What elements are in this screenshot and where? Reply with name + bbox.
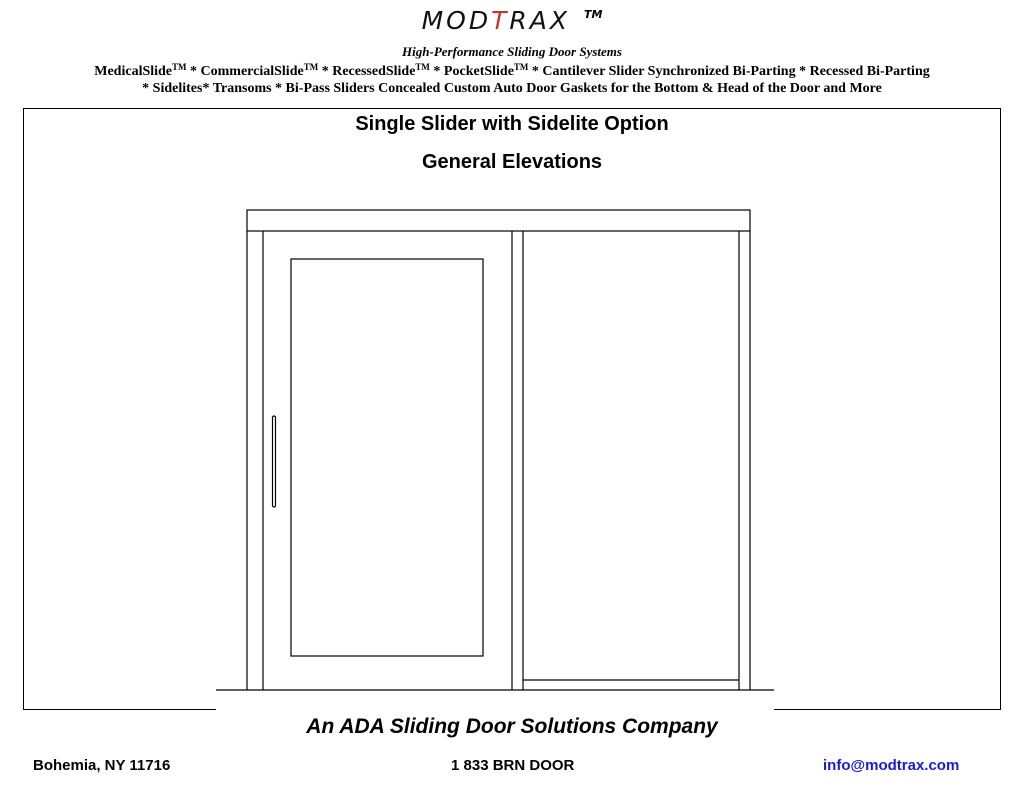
sliding-panel-glass <box>291 259 483 656</box>
drawing-subtitle: General Elevations <box>421 151 603 173</box>
phone-number[interactable]: 1 833 BRN DOOR <box>451 757 575 774</box>
brand-name: MODTRAX <box>421 6 570 35</box>
door-pull-handle <box>273 416 276 507</box>
product-line-1: MedicalSlide™ * CommercialSlide™ * RecessedSlide™ * PocketSlide™ * Cantilever Slider Synchronized Bi-Parting * Recessed Bi-Parting <box>94 62 930 79</box>
trademark-superscript: TM <box>513 62 529 72</box>
email-link[interactable]: info@modtrax.com <box>823 757 960 774</box>
address: Bohemia, NY 11716 <box>33 757 171 774</box>
trademark-superscript: TM <box>415 62 430 72</box>
drawing-title: Single Slider with Sidelite Option <box>355 113 669 135</box>
tagline: High-Performance Sliding Door Systems <box>402 44 622 59</box>
brand-trademark: TM <box>583 8 603 21</box>
company-tagline: An ADA Sliding Door Solutions Company <box>306 715 718 738</box>
trademark-superscript: TM <box>303 62 319 72</box>
trademark-superscript: TM <box>172 62 187 72</box>
header-track-housing <box>247 210 750 231</box>
product-line-2: * Sidelites* Transoms * Bi-Pass Sliders Concealed Custom Auto Door Gaskets for the Bottom & Head of the Door and More <box>142 81 882 96</box>
